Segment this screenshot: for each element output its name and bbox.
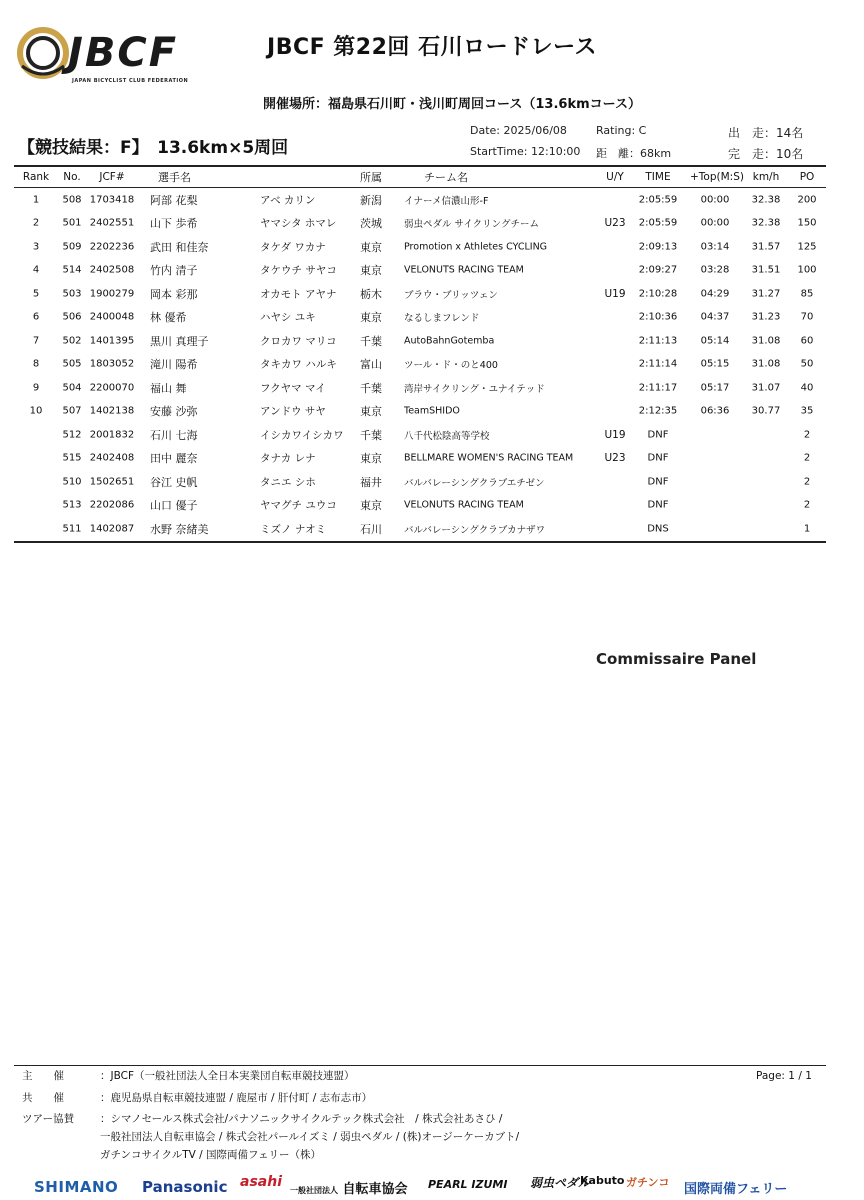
cell-rank: 5	[32, 288, 40, 300]
cell-team: AutoBahnGotemba	[404, 335, 495, 347]
cell-jcf: 1502651	[89, 476, 135, 488]
cell-name: 谷江 史帆	[150, 475, 198, 489]
cell-jcf: 2402508	[89, 264, 135, 276]
table-row	[14, 423, 826, 447]
cell-name: 林 優希	[150, 311, 187, 325]
cell-kmh: 31.51	[751, 264, 781, 276]
table-body	[14, 188, 826, 541]
cell-top: 03:14	[700, 241, 730, 253]
cell-no: 507	[62, 405, 82, 417]
table-row	[14, 470, 826, 494]
cell-kana: ハヤシ ユキ	[260, 311, 316, 324]
cell-rank: 8	[32, 358, 40, 370]
cell-no: 512	[62, 429, 82, 441]
cell-pref: 東京	[360, 264, 382, 278]
panasonic-logo: Panasonic	[142, 1178, 228, 1196]
cell-pref: 富山	[360, 358, 382, 372]
cell-pref: 東京	[360, 405, 382, 419]
cell-kana: タニエ シホ	[260, 476, 316, 489]
cell-time: DNF	[647, 429, 669, 441]
cell-team: 湾岸サイクリング・ユナイテッド	[404, 383, 545, 395]
cell-jcf: 1402138	[89, 405, 135, 417]
cell-po: 2	[803, 476, 811, 488]
host-label: 主 催	[22, 1070, 64, 1082]
sponsor-label: ツアー協賛	[22, 1113, 75, 1125]
cell-po: 2	[803, 429, 811, 441]
cell-time: DNF	[647, 499, 669, 511]
cell-team: バルバレーシングクラブエチゼン	[404, 477, 545, 489]
cell-pref: 千葉	[360, 381, 382, 395]
col-time: TIME	[645, 171, 671, 183]
cell-top: 05:14	[700, 335, 730, 347]
ryobi-ferry-logo: 国際両備フェリー	[684, 1182, 788, 1197]
cell-no: 513	[62, 499, 82, 511]
cell-uy: U19	[604, 428, 626, 441]
cell-team: 弱虫ペダル サイクリングチーム	[404, 219, 539, 231]
cell-no: 508	[62, 194, 82, 206]
cell-no: 502	[62, 335, 82, 347]
table-row	[14, 517, 826, 541]
cell-kmh: 31.27	[751, 288, 781, 300]
cell-top: 03:28	[700, 264, 730, 276]
page-title-text: JBCF 第22回 石川ロードレース	[267, 35, 597, 60]
cell-name: 滝川 陽希	[150, 358, 198, 372]
cell-pref: 東京	[360, 311, 382, 325]
cell-pref: 千葉	[360, 334, 382, 348]
sponsor-line-2: 一般社団法人自転車協会 / 株式会社パールイズミ / 弱虫ペダル / (株)オージーケーカブト/	[100, 1131, 520, 1143]
table-row	[14, 306, 826, 330]
table-row	[14, 259, 826, 283]
cell-name: 水野 奈緒美	[150, 522, 209, 536]
col-top: +Top(M:S)	[690, 171, 744, 183]
cell-time: 2:09:13	[638, 241, 678, 253]
cell-rank: 1	[32, 194, 40, 206]
cell-top: 04:37	[700, 311, 730, 323]
cell-rank: 10	[29, 405, 43, 417]
cell-po: 2	[803, 452, 811, 464]
venue-text: 開催場所：福島県石川町・浅川町周回コース（13.6kmコース）	[263, 97, 641, 112]
cell-kana: フクヤマ マイ	[260, 382, 326, 395]
page-title	[0, 30, 864, 61]
host-text: ：JBCF（一般社団法人全日本実業団自転車競技連盟）	[100, 1070, 355, 1082]
cell-kana: クロカワ マリコ	[260, 335, 337, 348]
start-time: StartTime: 12:10:00	[470, 145, 581, 158]
cell-name: 阿部 花梨	[150, 193, 198, 207]
pearl-izumi-logo: PEARL IZUMI	[428, 1178, 508, 1191]
cell-kmh: 30.77	[751, 405, 781, 417]
cell-po: 35	[800, 405, 814, 417]
cell-no: 505	[62, 358, 82, 370]
cell-team: イナーメ信濃山形-F	[404, 195, 489, 207]
cell-pref: 福井	[360, 475, 382, 489]
cell-kana: ミズノ ナオミ	[260, 523, 327, 536]
cell-kana: アンドウ サヤ	[260, 405, 326, 418]
sponsor-line-3: ガチンコサイクルTV / 国際両備フェリー（株）	[100, 1149, 321, 1161]
cell-jcf: 1401395	[89, 335, 135, 347]
cell-team: 八千代松陰高等学校	[404, 430, 490, 442]
cell-time: DNS	[647, 523, 669, 535]
cell-uy: U23	[604, 217, 626, 230]
col-team: チーム名	[424, 171, 468, 184]
cell-jcf: 2202086	[89, 499, 135, 511]
cell-pref: 茨城	[360, 217, 382, 231]
cell-po: 70	[800, 311, 814, 323]
cell-top: 00:00	[700, 217, 730, 229]
finishers-count: 完 走：10名	[728, 147, 804, 161]
cell-jcf: 2402408	[89, 452, 135, 464]
cell-time: 2:05:59	[638, 217, 678, 229]
race-date: Date: 2025/06/08	[470, 124, 567, 137]
cell-team: なるしまフレンド	[404, 313, 480, 325]
col-kmh: km/h	[752, 171, 780, 183]
distance: 距 離：68km	[596, 147, 672, 160]
cohost-label: 共 催	[22, 1092, 64, 1104]
result-title: 【競技結果：F】 13.6km×5周回	[18, 138, 289, 158]
cell-name: 田中 麗奈	[150, 452, 198, 466]
cell-po: 150	[797, 217, 817, 229]
cell-po: 50	[800, 358, 814, 370]
cell-no: 503	[62, 288, 82, 300]
cell-kana: ヤマシタ ホマレ	[260, 217, 337, 230]
cell-jcf: 1703418	[89, 194, 135, 206]
cell-rank: 9	[32, 382, 40, 394]
table-row	[14, 447, 826, 471]
cell-jcf: 1900279	[89, 288, 135, 300]
cell-no: 509	[62, 241, 82, 253]
cell-pref: 石川	[360, 522, 382, 536]
cell-time: 2:11:17	[638, 382, 678, 394]
cell-jcf: 2400048	[89, 311, 135, 323]
table-row	[14, 282, 826, 306]
cell-kmh: 31.07	[751, 382, 781, 394]
cell-team: バルバレーシングクラブカナザワ	[404, 524, 546, 536]
cell-time: 2:11:14	[638, 358, 678, 370]
cell-po: 2	[803, 499, 811, 511]
cell-jcf: 2402551	[89, 217, 135, 229]
cell-uy: U23	[604, 452, 626, 465]
col-jcf: JCF#	[99, 171, 125, 183]
cell-kana: ヤマグチ ユウコ	[260, 499, 337, 512]
cell-jcf: 2200070	[89, 382, 135, 394]
cell-time: 2:11:13	[638, 335, 678, 347]
cell-top: 05:15	[700, 358, 730, 370]
col-no: No.	[63, 171, 81, 183]
cell-no: 515	[62, 452, 82, 464]
cell-time: DNF	[647, 452, 669, 464]
cell-kmh: 31.08	[751, 335, 781, 347]
cell-rank: 3	[32, 241, 40, 253]
table-header	[14, 167, 826, 188]
cell-kmh: 31.23	[751, 311, 781, 323]
cell-team: TeamSHIDO	[404, 405, 460, 417]
cell-no: 504	[62, 382, 82, 394]
cell-time: 2:09:27	[638, 264, 678, 276]
cell-time: 2:12:35	[638, 405, 678, 417]
cell-time: 2:10:36	[638, 311, 678, 323]
sponsor-line-1: ：シマノセールス株式会社/パナソニックサイクルテック株式会社 / 株式会社あさひ /	[100, 1113, 503, 1125]
cell-po: 85	[800, 288, 814, 300]
shimano-logo: SHIMANO	[34, 1178, 119, 1196]
cell-pref: 新潟	[360, 193, 382, 207]
cell-top: 00:00	[700, 194, 730, 206]
cell-name: 竹内 清子	[150, 264, 198, 278]
cell-rank: 7	[32, 335, 40, 347]
col-uy: U/Y	[606, 171, 624, 183]
asahi-logo: asahi	[240, 1174, 282, 1190]
logo-subtitle: JAPAN BICYCLIST CLUB FEDERATION	[72, 78, 189, 84]
cell-no: 501	[62, 217, 82, 229]
cell-name: 岡本 彩那	[150, 287, 198, 301]
venue	[0, 93, 864, 112]
jka-logo-main: 自転車協会	[342, 1182, 408, 1197]
cell-time: 2:05:59	[638, 194, 678, 206]
col-affiliation: 所属	[360, 171, 382, 184]
cell-team: ブラウ・ブリッツェン	[404, 289, 498, 301]
cell-no: 510	[62, 476, 82, 488]
cell-po: 40	[800, 382, 814, 394]
cell-kana: タナカ レナ	[260, 452, 316, 465]
cell-team: BELLMARE WOMEN'S RACING TEAM	[404, 452, 574, 464]
footer-host	[22, 1068, 355, 1083]
table-row	[14, 494, 826, 518]
table-row	[14, 188, 826, 212]
cell-time: DNF	[647, 476, 669, 488]
cell-kmh: 32.38	[751, 194, 781, 206]
cell-kana: タケウチ サヤコ	[260, 264, 337, 277]
footer-divider	[14, 1065, 826, 1066]
col-rank: Rank	[22, 171, 50, 183]
cell-name: 武田 和佳奈	[150, 240, 209, 254]
table-row	[14, 329, 826, 353]
cell-top: 04:29	[700, 288, 730, 300]
cell-jcf: 2001832	[89, 429, 135, 441]
footer-cohost	[22, 1090, 372, 1105]
cell-no: 514	[62, 264, 82, 276]
page-number: Page: 1 / 1	[756, 1070, 812, 1082]
table-row	[14, 400, 826, 424]
entrants-count: 出 走：14名	[728, 126, 804, 140]
col-po: PO	[799, 171, 815, 183]
cell-team: VELONUTS RACING TEAM	[404, 264, 524, 276]
cell-no: 511	[62, 523, 82, 535]
cell-name: 黒川 真理子	[150, 334, 209, 348]
cell-uy: U19	[604, 287, 626, 300]
yowamushi-pedal-logo: 弱虫ペダル	[530, 1176, 591, 1190]
cell-pref: 東京	[360, 452, 382, 466]
jka-logo	[290, 1178, 408, 1197]
cell-rank: 6	[32, 311, 40, 323]
cell-kana: オカモト アヤナ	[260, 288, 337, 301]
cell-jcf: 1803052	[89, 358, 135, 370]
cell-pref: 栃木	[360, 287, 382, 301]
cell-team: ツール・ド・のと400	[404, 360, 498, 372]
commissaire-panel: Commissaire Panel	[596, 650, 757, 668]
rating: Rating: C	[596, 124, 647, 137]
cell-kmh: 31.08	[751, 358, 781, 370]
cell-kana: タケダ ワカナ	[260, 241, 326, 254]
cell-pref: 東京	[360, 240, 382, 254]
cell-team: VELONUTS RACING TEAM	[404, 499, 524, 511]
cell-name: 安藤 沙弥	[150, 405, 198, 419]
gachinko-logo: ガチンコ	[626, 1176, 670, 1189]
cell-po: 125	[797, 241, 817, 253]
cell-top: 06:36	[700, 405, 730, 417]
results-table	[14, 165, 826, 543]
table-row	[14, 212, 826, 236]
cell-kana: アベ カリン	[260, 194, 316, 207]
footer-sponsor	[22, 1111, 502, 1126]
cell-po: 1	[803, 523, 811, 535]
cell-po: 60	[800, 335, 814, 347]
cell-kana: タキカワ ハルキ	[260, 358, 337, 371]
cell-team: Promotion x Athletes CYCLING	[404, 241, 548, 253]
table-row	[14, 235, 826, 259]
cell-pref: 東京	[360, 499, 382, 513]
jka-logo-small: 一般社団法人	[290, 1186, 338, 1195]
cell-jcf: 2202236	[89, 241, 135, 253]
cell-kmh: 31.57	[751, 241, 781, 253]
cell-kmh: 32.38	[751, 217, 781, 229]
col-name: 選手名	[158, 171, 191, 184]
logo-word: JBCF	[68, 30, 179, 76]
kabuto-logo: Kabuto	[580, 1174, 625, 1187]
cell-pref: 千葉	[360, 428, 382, 442]
cell-po: 100	[797, 264, 817, 276]
cell-rank: 4	[32, 264, 40, 276]
cohost-text: ：鹿児島県自転車競技連盟 / 鹿屋市 / 肝付町 / 志布志市）	[100, 1092, 373, 1104]
cell-name: 福山 舞	[150, 381, 187, 395]
cell-rank: 2	[32, 217, 40, 229]
cell-name: 石川 七海	[150, 428, 198, 442]
cell-time: 2:10:28	[638, 288, 678, 300]
table-row	[14, 376, 826, 400]
cell-no: 506	[62, 311, 82, 323]
cell-name: 山下 歩希	[150, 217, 198, 231]
cell-po: 200	[797, 194, 817, 206]
cell-top: 05:17	[700, 382, 730, 394]
cell-name: 山口 優子	[150, 499, 198, 513]
cell-jcf: 1402087	[89, 523, 135, 535]
table-row	[14, 353, 826, 377]
cell-kana: イシカワイシカワ	[260, 429, 344, 442]
